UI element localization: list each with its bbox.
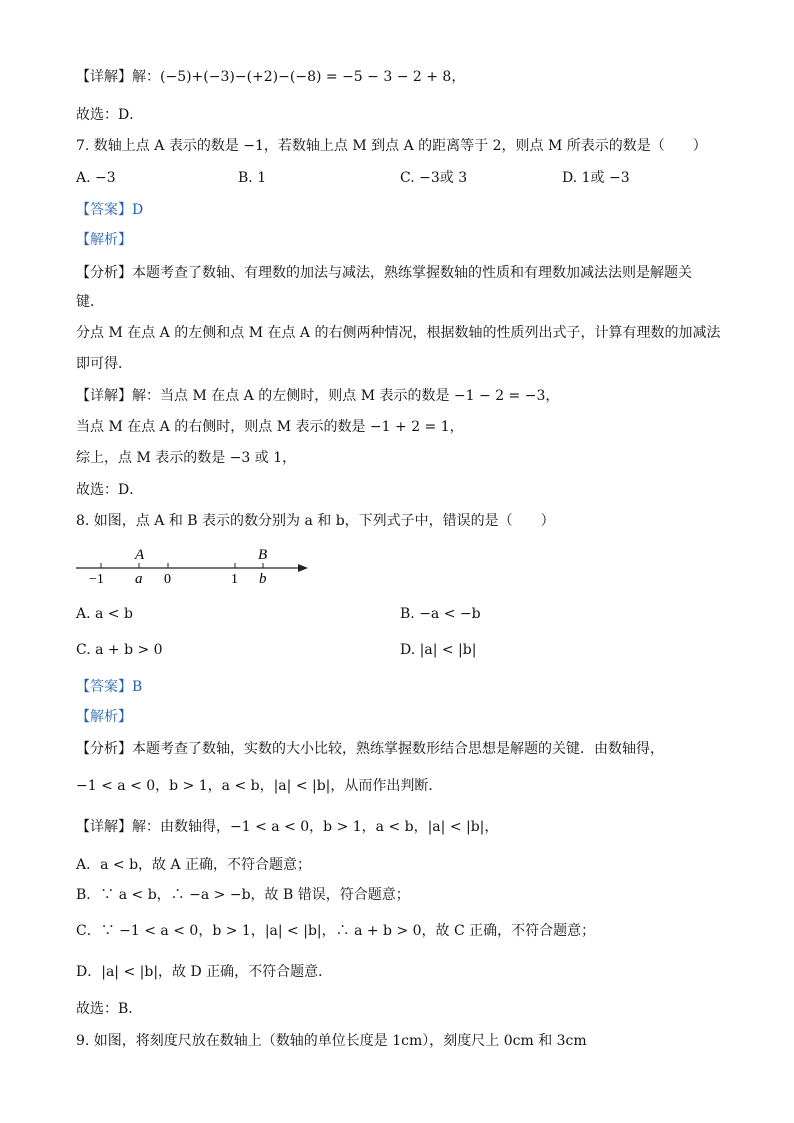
q8-detail-c: C．∵ −1 < a < 0，b > 1，|a| < |b|，∴ a + b > 0，故 C 正确，不符合题意； bbox=[76, 923, 596, 939]
q8-answer: 【答案】B bbox=[76, 679, 143, 695]
q8-option-b: B. −a < −b bbox=[400, 606, 481, 622]
q8-detail-1: 【详解】解：由数轴得，−1 < a < 0，b > 1，a < b，|a| < |b|， bbox=[76, 819, 499, 835]
q8-analysis-heading: 【解析】 bbox=[76, 709, 132, 725]
q7-analysis-heading: 【解析】 bbox=[76, 232, 132, 248]
q8-analysis-2: −1 < a < 0，b > 1，a < b，|a| < |b|，从而作出判断． bbox=[76, 778, 443, 794]
q7-option-c: C. −3或 3 bbox=[400, 170, 468, 186]
point-a-label: A bbox=[135, 547, 145, 563]
q7-option-b: B. 1 bbox=[238, 170, 267, 186]
mark-one: 1 bbox=[231, 572, 238, 587]
q7-option-d: D. 1或 −3 bbox=[562, 170, 630, 186]
question-8: 8. 如图，点 A 和 B 表示的数分别为 a 和 b，下列式子中，错误的是（ ） bbox=[76, 513, 555, 529]
question-7: 7. 数轴上点 A 表示的数是 −1，若数轴上点 M 到点 A 的距离等于 2，则点 M 所表示的数是（ ） bbox=[76, 138, 707, 154]
question-9: 9. 如图，将刻度尺放在数轴上（数轴的单位长度是 1cm），刻度尺上 0cm 和 3cm bbox=[76, 1033, 587, 1049]
q8-detail-b: B．∵ a < b，∴ −a > −b，故 B 错误，符合题意； bbox=[76, 887, 410, 903]
q8-option-d: D. |a| < |b| bbox=[400, 642, 477, 658]
q8-detail-d: D．|a| < |b|，故 D 正确，不符合题意． bbox=[76, 964, 333, 980]
q7-detail-4: 故选：D． bbox=[76, 482, 144, 498]
q7-analysis-4: 即可得． bbox=[76, 356, 132, 372]
choice-line: 故选：D． bbox=[76, 107, 144, 123]
mark-neg-one: −1 bbox=[89, 572, 104, 587]
q7-option-a: A. −3 bbox=[76, 170, 116, 186]
q7-analysis-3: 分点 M 在点 A 的左侧和点 M 在点 A 的右侧两种情况，根据数轴的性质列出式子，计算有理数的加减法 bbox=[76, 325, 721, 341]
number-line-figure bbox=[70, 540, 320, 588]
q8-analysis-1: 【分析】本题考查了数轴，实数的大小比较，熟练掌握数形结合思想是解题的关键．由数轴得， bbox=[76, 741, 664, 757]
point-b-label: B bbox=[258, 547, 268, 563]
solution-line: 【详解】解：(−5)+(−3)−(+2)−(−8) = −5 − 3 − 2 + 8， bbox=[76, 69, 466, 85]
q8-option-a: A. a < b bbox=[76, 606, 133, 622]
mark-b: b bbox=[259, 571, 267, 587]
q8-option-c: C. a + b > 0 bbox=[76, 642, 163, 658]
arrow-head-icon bbox=[298, 564, 308, 572]
q7-analysis-1: 【分析】本题考查了数轴、有理数的加法与减法，熟练掌握数轴的性质和有理数加减法法则是解题关 bbox=[76, 265, 692, 281]
mark-a: a bbox=[135, 571, 143, 587]
q8-choice: 故选：B． bbox=[76, 1001, 143, 1017]
q7-analysis-2: 键． bbox=[76, 294, 104, 310]
q8-detail-a: A．a < b，故 A 正确，不符合题意； bbox=[76, 857, 312, 873]
q7-detail-1: 【详解】解：当点 M 在点 A 的左侧时，则点 M 表示的数是 −1 − 2 = −3， bbox=[76, 388, 560, 404]
q7-answer: 【答案】D bbox=[76, 202, 144, 218]
q7-detail-2: 当点 M 在点 A 的右侧时，则点 M 表示的数是 −1 + 2 = 1， bbox=[76, 419, 464, 435]
mark-zero: 0 bbox=[164, 572, 171, 587]
q7-detail-3: 综上，点 M 表示的数是 −3 或 1， bbox=[76, 450, 297, 466]
